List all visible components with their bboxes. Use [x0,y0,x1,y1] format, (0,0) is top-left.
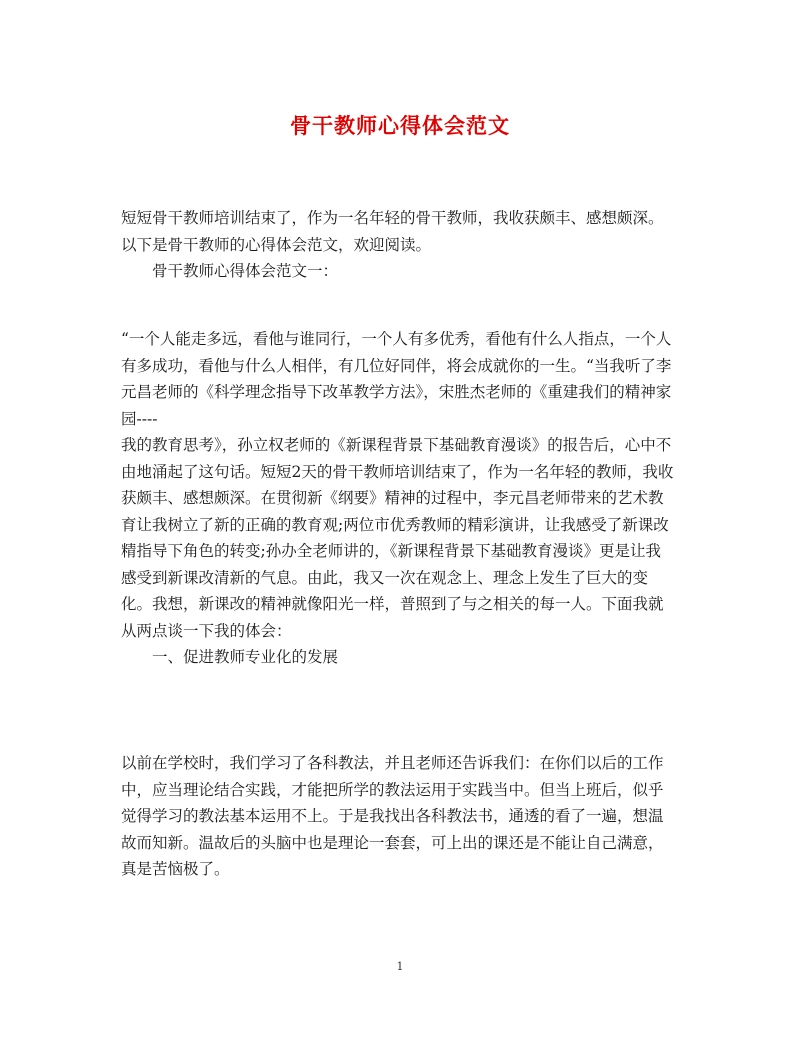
point-one-text: 以前在学校时，我们学习了各科教法，并且老师还告诉我们：在你们以后的工作中，应当理论结合实践，才能把所学的教法运用于实践当中。但当上班后，似乎觉得学习的教法基本运用不上。于是我找出各科教法书，通透的看了一遍，想温故而知新。温故后的头脑中也是理论一套套，可上出的课还是不能让自己满意，真是苦恼极了。 [121,754,664,878]
point-one-body [121,750,676,883]
quote-part-2: 我的教育思考》，孙立权老师的《新课程背景下基础教育漫谈》的报告后，心中不由地涌起了这句话。短短2天的骨干教师培训结束了，作为一名年轻的教师，我收获颇丰、感想颇深。在贯彻新《纲要》精神的过程中，李元昌老师带来的艺术教育让我树立了新的正确的教育观;两位市优秀教师的精彩演讲，让我感受了新课改精指导下角色的转变;孙办全老师讲的，《新课程背景下基础教育漫谈》更是让我感受到新课改清新的气息。由此，我又一次在观念上、理念上发生了巨大的变化。我想，新课改的精神就像阳光一样，普照到了与之相关的每一人。下面我就从两点谈一下我的体会： [121,436,674,640]
intro-paragraph [121,205,676,285]
intro-line-1: 短短骨干教师培训结束了，作为一名年轻的骨干教师，我收获颇丰、感想颇深。 [121,209,664,227]
intro-line-2: 以下是骨干教师的心得体会范文，欢迎阅读。 [121,235,432,254]
quote-part-1: “一个人能走多远，看他与谁同行，一个人有多优秀，看他有什么人指点，一个人有多成功，看他与什么人相伴，有几位好同伴，将会成就你的一生。“当我听了李元昌老师的《科学理念指导下改革教学方法》，宋胜杰老师的《重建我们的精神家园---- [121,330,672,428]
quote-paragraph [121,326,676,671]
document-title: 骨干教师心得体会范文 [290,113,510,138]
section-heading: 骨干教师心得体会范文一： [152,262,339,280]
page-number: 1 [396,960,404,973]
point-one-heading: 一、促进教师专业化的发展 [152,648,339,666]
